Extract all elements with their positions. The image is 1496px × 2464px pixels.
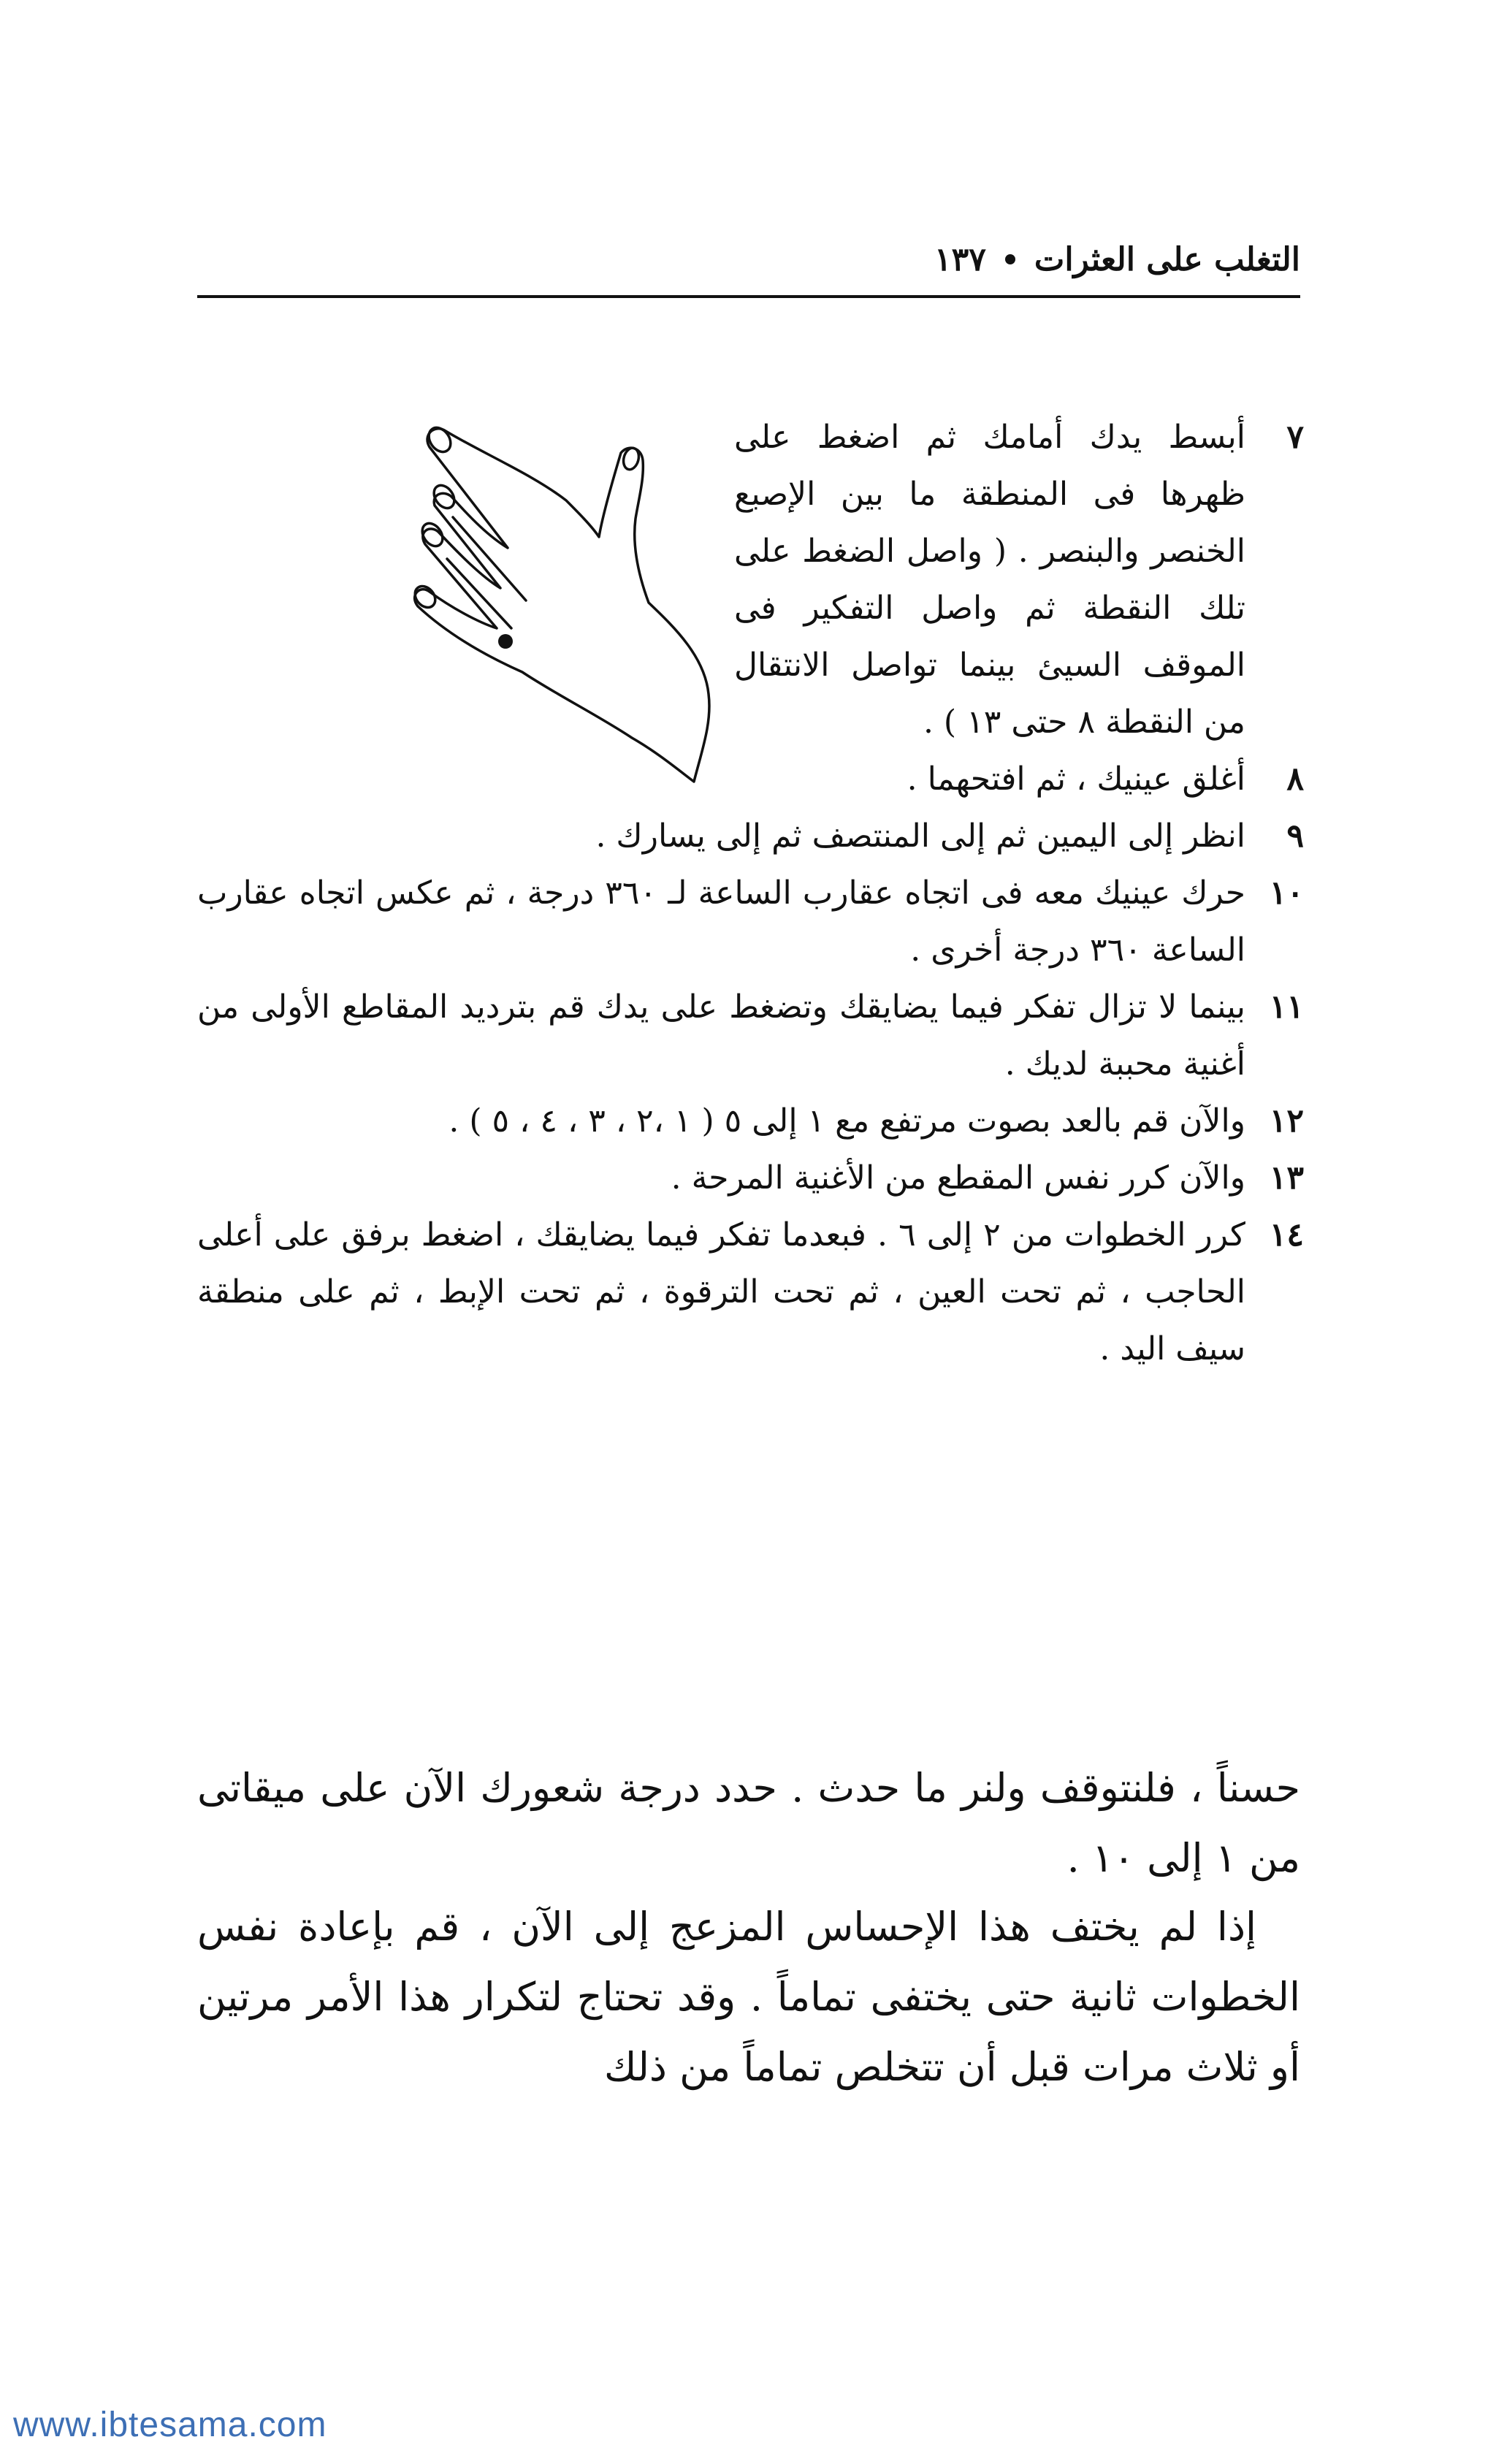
list-item xyxy=(197,1207,1304,1378)
header-title: التغلب على العثرات xyxy=(1034,240,1300,278)
step-number: ٨ xyxy=(1286,760,1304,798)
step-number: ١٣ xyxy=(1269,1159,1304,1197)
step-text: حرك عينيك معه فى اتجاه عقارب الساعة لـ ٣٦٠ درجة ، ثم عكس اتجاه عقارب الساعة ٣٦٠ درجة أخرى . xyxy=(197,874,1245,969)
list-item xyxy=(197,979,1304,1093)
step-number: ٧ xyxy=(1286,419,1304,456)
watermark-link[interactable]: www.ibtesama.com xyxy=(13,2406,327,2444)
step-text: كرر الخطوات من ٢ إلى ٦ . فبعدما تفكر فيما يضايقك ، اضغط برفق على أعلى الحاجب ، ثم تحت العين ، ثم تحت الترقوة ، ثم تحت الإبط ، ثم على منطقة سيف اليد . xyxy=(197,1216,1245,1368)
step-number: ١٤ xyxy=(1269,1216,1304,1254)
list-item xyxy=(197,751,1304,808)
step-text: أغلق عينيك ، ثم افتحهما . xyxy=(907,760,1245,798)
header-divider xyxy=(197,295,1300,298)
list-item xyxy=(197,1150,1304,1207)
list-item xyxy=(197,409,1304,751)
step-number: ١١ xyxy=(1269,988,1304,1026)
step-text: بينما لا تزال تفكر فيما يضايقك وتضغط على يدك قم بترديد المقاطع الأولى من أغنية محببة لديك . xyxy=(197,988,1245,1083)
body-paragraph: إذا لم يختف هذا الإحساس المزعج إلى الآن ، قم بإعادة نفس الخطوات ثانية حتى يختفى تماماً . وقد تحتاج لتكرار هذا الأمر مرتين أو ثلاث مرات قبل أن تتخلص تماماً من ذلك xyxy=(197,1904,1300,2090)
step-number: ١٢ xyxy=(1269,1102,1304,1140)
step-number: ١٠ xyxy=(1269,874,1304,912)
step-text: والآن كرر نفس المقطع من الأغنية المرحة . xyxy=(671,1159,1245,1197)
bullet-separator xyxy=(1005,254,1015,264)
step-text: والآن قم بالعد بصوت مرتفع مع ١ إلى ٥ ( ١ ،٢ ، ٣ ، ٤ ، ٥ ) . xyxy=(449,1102,1245,1140)
step-text: انظر إلى اليمين ثم إلى المنتصف ثم إلى يسارك . xyxy=(595,817,1245,855)
running-header xyxy=(197,226,1300,292)
list-item xyxy=(197,808,1304,865)
page-number: ١٣٧ xyxy=(934,240,986,278)
steps-list xyxy=(197,409,1304,1378)
list-item xyxy=(197,1093,1304,1150)
list-item xyxy=(197,865,1304,979)
body-paragraph: حسناً ، فلنتوقف ولنر ما حدث . حدد درجة شعورك الآن على ميقاتى من ١ إلى ١٠ . xyxy=(197,1765,1300,1881)
step-number: ٩ xyxy=(1286,817,1304,855)
step-text: أبسط يدك أمامك ثم اضغط على ظهرها فى المنطقة ما بين الإصبع الخنصر والبنصر . ( واصل الضغط على تلك النقطة ثم واصل التفكير فى الموقف السيئ بينما تواصل الانتقال من النقطة ٨ حتى ١٣ ) . xyxy=(734,419,1245,741)
